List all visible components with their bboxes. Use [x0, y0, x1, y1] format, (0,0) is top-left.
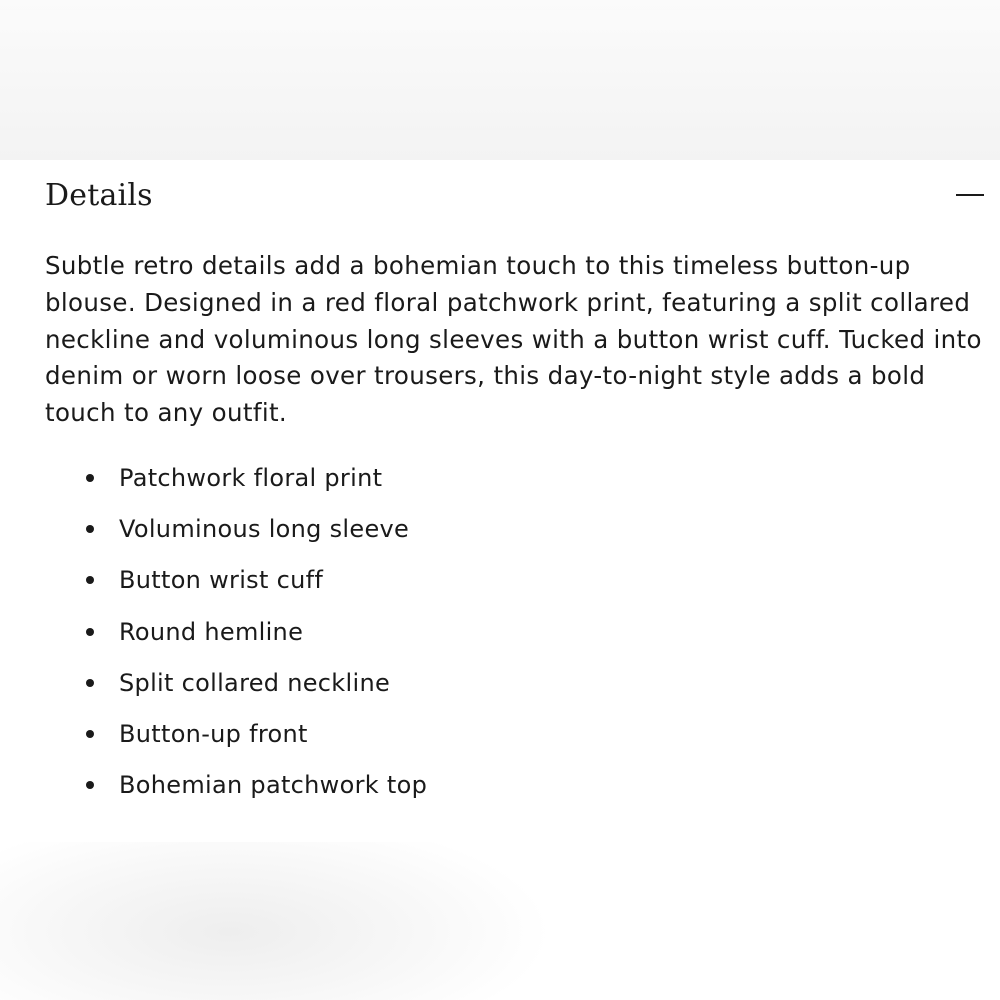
- feature-text: Split collared neckline: [119, 668, 391, 697]
- feature-text: Bohemian patchwork top: [119, 771, 428, 800]
- bullet-icon: [86, 781, 94, 789]
- feature-text: Button wrist cuff: [119, 566, 324, 595]
- bullet-icon: [86, 628, 94, 636]
- bullet-icon: [86, 474, 94, 482]
- feature-text: Button-up front: [119, 719, 308, 748]
- bullet-icon: [86, 679, 94, 687]
- feature-text: Voluminous long sleeve: [119, 515, 410, 544]
- product-description: Subtle retro details add a bohemian touch to this timeless button-up blouse. Designed in a red floral patchwork print, featuring a split collared neckline and voluminous long sleeves with a button wrist cuff. Tucked into denim or worn loose over trousers, this day-to-night style adds a bold touch to any outfit.: [45, 251, 982, 428]
- minus-icon[interactable]: [956, 194, 984, 196]
- background-bottom: [0, 842, 1000, 1000]
- background-top: [0, 0, 1000, 160]
- bullet-icon: [86, 525, 94, 533]
- bullet-icon: [86, 730, 94, 738]
- details-title: Details: [45, 178, 153, 213]
- feature-text: Round hemline: [119, 617, 304, 646]
- feature-text: Patchwork floral print: [119, 464, 383, 492]
- details-accordion-header[interactable]: [0, 160, 1000, 234]
- details-accordion: [0, 160, 1000, 842]
- bullet-icon: [86, 576, 94, 584]
